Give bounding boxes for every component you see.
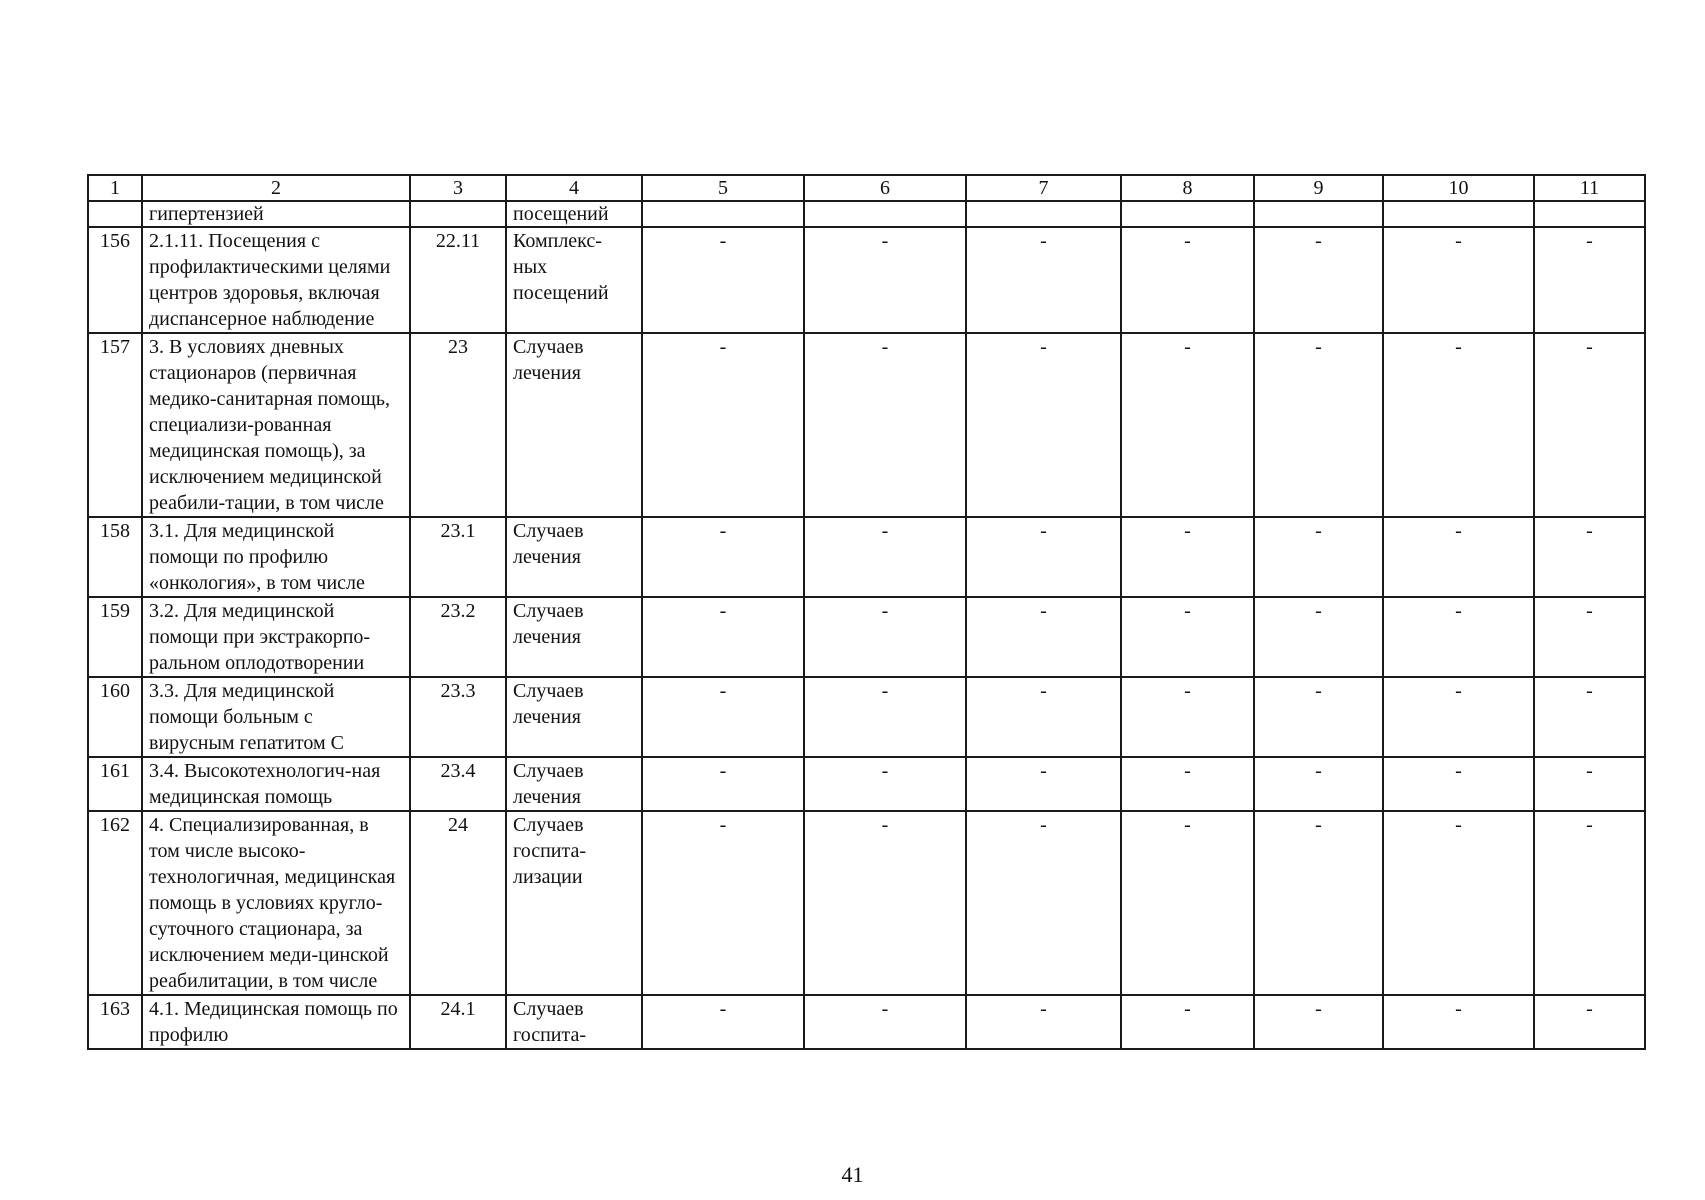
column-number: 4 (506, 175, 642, 201)
value-cell: - (1534, 517, 1645, 597)
value-cell: - (642, 333, 804, 517)
value-cell: - (1254, 811, 1383, 995)
unit-of-measure: Случаев лечения (506, 333, 642, 517)
value-cell: - (1383, 517, 1534, 597)
unit-of-measure: посещений (506, 201, 642, 227)
row-number: 161 (88, 757, 142, 811)
value-cell: - (642, 517, 804, 597)
unit-of-measure: Случаев госпита-лизации (506, 811, 642, 995)
value-cell: - (804, 811, 966, 995)
line-code: 23.3 (410, 677, 506, 757)
unit-of-measure: Случаев лечения (506, 757, 642, 811)
value-cell: - (1121, 677, 1254, 757)
unit-of-measure: Случаев лечения (506, 677, 642, 757)
value-cell: - (804, 757, 966, 811)
value-cell: - (1534, 677, 1645, 757)
value-cell: - (642, 227, 804, 333)
row-number: 158 (88, 517, 142, 597)
line-code (410, 201, 506, 227)
value-cell: - (1383, 597, 1534, 677)
value-cell: - (1254, 333, 1383, 517)
value-cell: - (1121, 517, 1254, 597)
unit-of-measure: Случаев госпита- (506, 995, 642, 1049)
line-code: 23.1 (410, 517, 506, 597)
page-number: 41 (841, 1162, 864, 1187)
value-cell: - (966, 517, 1121, 597)
line-code: 23.4 (410, 757, 506, 811)
value-cell: - (966, 757, 1121, 811)
value-cell (804, 201, 966, 227)
column-number: 3 (410, 175, 506, 201)
line-code: 23 (410, 333, 506, 517)
value-cell: - (1121, 995, 1254, 1049)
value-cell: - (1254, 227, 1383, 333)
value-cell (1383, 201, 1534, 227)
line-code: 23.2 (410, 597, 506, 677)
table-row (88, 201, 1645, 227)
value-cell: - (966, 333, 1121, 517)
value-cell: - (1534, 757, 1645, 811)
column-number: 7 (966, 175, 1121, 201)
data-table (87, 174, 1646, 1050)
column-number: 11 (1534, 175, 1645, 201)
unit-of-measure: Случаев лечения (506, 597, 642, 677)
row-number: 156 (88, 227, 142, 333)
column-number: 9 (1254, 175, 1383, 201)
value-cell: - (804, 995, 966, 1049)
value-cell: - (642, 995, 804, 1049)
row-number: 159 (88, 597, 142, 677)
table-row (88, 597, 1645, 677)
row-number: 157 (88, 333, 142, 517)
line-code: 24 (410, 811, 506, 995)
value-cell: - (642, 757, 804, 811)
value-cell: - (642, 677, 804, 757)
indicator-name: 2.1.11. Посещения с профилактическими целями центров здоровья, включая диспансерное наблюдение (142, 227, 410, 333)
column-number: 5 (642, 175, 804, 201)
column-number: 2 (142, 175, 410, 201)
value-cell: - (1254, 597, 1383, 677)
value-cell: - (966, 995, 1121, 1049)
table-row (88, 811, 1645, 995)
indicator-name: 3.2. Для медицинской помощи при экстракорпо-ральном оплодотворении (142, 597, 410, 677)
row-number: 162 (88, 811, 142, 995)
value-cell: - (1534, 811, 1645, 995)
value-cell: - (1383, 677, 1534, 757)
indicator-name: гипертензией (142, 201, 410, 227)
value-cell: - (642, 811, 804, 995)
value-cell: - (642, 597, 804, 677)
value-cell: - (1383, 757, 1534, 811)
value-cell: - (804, 333, 966, 517)
indicator-name: 4. Специализированная, в том числе высоко-технологичная, медицинская помощь в условиях кругло-суточного стационара, за исключением меди-цинской реабилитации, в том числе (142, 811, 410, 995)
value-cell: - (1121, 227, 1254, 333)
table-row (88, 333, 1645, 517)
value-cell: - (1121, 811, 1254, 995)
table-row (88, 677, 1645, 757)
indicator-name: 3.3. Для медицинской помощи больным с вирусным гепатитом С (142, 677, 410, 757)
value-cell: - (966, 677, 1121, 757)
value-cell: - (804, 597, 966, 677)
table-row (88, 995, 1645, 1049)
value-cell: - (1383, 995, 1534, 1049)
column-number: 6 (804, 175, 966, 201)
value-cell (642, 201, 804, 227)
value-cell (1534, 201, 1645, 227)
column-number: 1 (88, 175, 142, 201)
column-number: 8 (1121, 175, 1254, 201)
row-number: 163 (88, 995, 142, 1049)
unit-of-measure: Комплекс-ных посещений (506, 227, 642, 333)
indicator-name: 3. В условиях дневных стационаров (первичная медико-санитарная помощь, специализи-рованная медицинская помощь), за исключением медицинской реабили-тации, в том числе (142, 333, 410, 517)
table-row (88, 517, 1645, 597)
line-code: 24.1 (410, 995, 506, 1049)
column-number-row (88, 175, 1645, 201)
unit-of-measure: Случаев лечения (506, 517, 642, 597)
value-cell: - (804, 517, 966, 597)
value-cell: - (1254, 757, 1383, 811)
value-cell: - (1383, 227, 1534, 333)
indicator-name: 4.1. Медицинская помощь по профилю (142, 995, 410, 1049)
value-cell: - (966, 811, 1121, 995)
row-number: 160 (88, 677, 142, 757)
value-cell: - (1121, 597, 1254, 677)
value-cell: - (1254, 995, 1383, 1049)
value-cell (966, 201, 1121, 227)
value-cell: - (1254, 517, 1383, 597)
column-number: 10 (1383, 175, 1534, 201)
value-cell: - (1534, 227, 1645, 333)
value-cell: - (966, 597, 1121, 677)
value-cell (1121, 201, 1254, 227)
value-cell: - (1534, 995, 1645, 1049)
indicator-name: 3.1. Для медицинской помощи по профилю «онкология», в том числе (142, 517, 410, 597)
value-cell: - (1534, 597, 1645, 677)
indicator-name: 3.4. Высокотехнологич-ная медицинская помощь (142, 757, 410, 811)
value-cell: - (1383, 811, 1534, 995)
row-number (88, 201, 142, 227)
value-cell: - (1121, 333, 1254, 517)
value-cell: - (1254, 677, 1383, 757)
value-cell: - (804, 677, 966, 757)
value-cell: - (966, 227, 1121, 333)
value-cell: - (1383, 333, 1534, 517)
value-cell: - (1121, 757, 1254, 811)
table-row (88, 227, 1645, 333)
line-code: 22.11 (410, 227, 506, 333)
value-cell (1254, 201, 1383, 227)
table-row (88, 757, 1645, 811)
value-cell: - (804, 227, 966, 333)
value-cell: - (1534, 333, 1645, 517)
